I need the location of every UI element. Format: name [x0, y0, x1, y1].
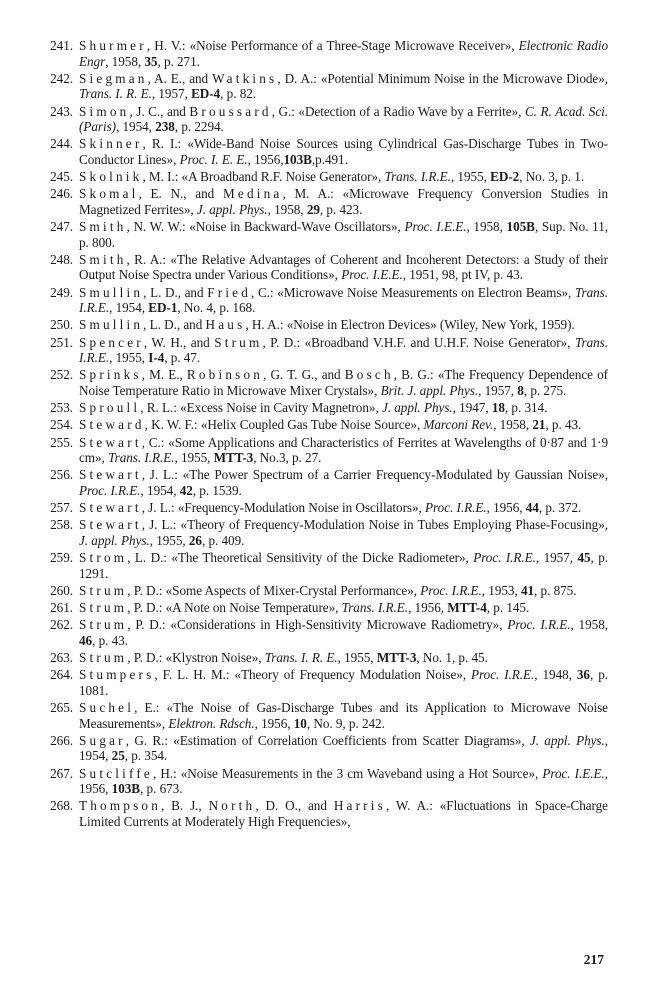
reference-number: 264.	[50, 667, 73, 683]
reference-number: 267.	[50, 765, 73, 781]
reference-text: Smith, N. W. W.: «Noise in Backward-Wave Oscillators», Proc. I.E.E., 1958, 105B, Sup. No. 11, p. 800.	[79, 219, 608, 250]
reference-entry	[40, 617, 608, 648]
reference-text: Thompson, B. J., North, D. O., and Harris, W. A.: «Fluctuations in Space-Charge Limited Currents at Moderately High Frequencies»,	[79, 798, 608, 829]
reference-text: Sugar, G. R.: «Estimation of Correlation Coefficients from Scatter Diagrams», J. appl. Phys., 1954, 25, p. 354.	[79, 732, 608, 764]
reference-text: Smullin, L. D., and Fried, C.: «Microwave Noise Measurements on Electron Beams», Trans. I.R.E., 1954, ED-1, No. 4, p. 168.	[79, 284, 608, 316]
reference-number: 262.	[50, 617, 73, 633]
reference-entry	[40, 667, 608, 698]
reference-text: Siegman, A. E., and Watkins, D. A.: «Potential Minimum Noise in the Microwave Diode», Trans. I. R. E., 1957, ED-4, p. 82.	[79, 70, 609, 102]
reference-number: 268.	[50, 798, 73, 814]
reference-entry	[40, 335, 608, 366]
reference-entry	[40, 136, 608, 167]
reference-number: 253.	[50, 400, 73, 416]
reference-entry	[40, 219, 608, 250]
reference-number: 243.	[50, 103, 73, 119]
reference-number: 260.	[50, 582, 73, 598]
reference-text: Stewart, J. L.: «Theory of Frequency-Modulation Noise in Tubes Employing Phase-Focusing», J. appl. Phys., 1955, 26, p. 409.	[79, 517, 608, 548]
reference-entry	[40, 550, 608, 581]
reference-text: Stewart, J. L.: «Frequency-Modulation Noise in Oscillators», Proc. I.R.E., 1956, 44, p. 372.	[79, 500, 582, 516]
reference-text: Skomal, E. N., and Medina, M. A.: «Microwave Frequency Conversion Studies in Magnetized Ferrites», J. appl. Phys., 1958, 29, p. 423.	[79, 186, 608, 217]
reference-number: 256.	[50, 467, 73, 483]
reference-entry	[40, 38, 608, 69]
reference-number: 250.	[50, 317, 73, 333]
reference-entry	[40, 186, 608, 217]
page-number: 217	[583, 952, 604, 967]
reference-number: 257.	[50, 500, 73, 516]
reference-number: 258.	[50, 517, 73, 533]
reference-entry	[40, 435, 608, 466]
reference-text: Strum, P. D.: «Klystron Noise», Trans. I. R. E., 1955, MTT-3, No. 1, p. 45.	[79, 650, 488, 666]
reference-text: Steward, K. W. F.: «Helix Coupled Gas Tube Noise Source», Marconi Rev., 1958, 21, p. 43.	[79, 417, 582, 433]
reference-text: Simon, J. C., and Broussard, G.: «Detection of a Radio Wave by a Ferrite», C. R. Acad. Sci. (Paris), 1954, 238, p. 2294.	[79, 103, 608, 135]
reference-number: 248.	[50, 251, 73, 267]
reference-text: Stewart, J. L.: «The Power Spectrum of a Carrier Frequency-Modulated by Gaussian Noise», Proc. I.R.E., 1954, 42, p. 1539.	[79, 467, 608, 498]
reference-number: 244.	[50, 136, 73, 152]
reference-entry	[40, 417, 608, 433]
reference-number: 252.	[50, 367, 73, 383]
reference-number: 261.	[50, 600, 73, 616]
reference-number: 241.	[50, 38, 73, 53]
reference-text: Smullin, L. D., and Haus, H. A.: «Noise in Electron Devices» (Wiley, New York, 1959).	[79, 317, 575, 333]
reference-text: Suchel, E.: «The Noise of Gas-Discharge Tubes and its Application to Microwave Noise Measurements», Elektron. Rdsch., 1956, 10, No. 9, p. 242.	[79, 700, 608, 731]
reference-text: Sutcliffe, H.: «Noise Measurements in the 3 cm Waveband using a Hot Source», Proc. I.E.E., 1956, 103B, p. 673.	[79, 765, 608, 797]
reference-entry	[40, 317, 608, 333]
reference-text: Spencer, W. H., and Strum, P. D.: «Broadband V.H.F. and U.H.F. Noise Generator», Trans. I.R.E., 1955, I-4, p. 47.	[79, 334, 608, 366]
reference-text: Smith, R. A.: «The Relative Advantages of Coherent and Incoherent Detectors: a Study of their Output Noise Spectra under Various Conditions», Proc. I.E.E., 1951, 98, pt IV, p. 43.	[79, 251, 608, 283]
reference-number: 259.	[50, 550, 73, 566]
reference-entry	[40, 400, 608, 416]
reference-entry	[40, 104, 608, 135]
reference-entry	[40, 71, 608, 102]
reference-entry	[40, 583, 608, 599]
reference-text: Strum, P. D.: «A Note on Noise Temperature», Trans. I.R.E., 1956, MTT-4, p. 145.	[79, 600, 530, 616]
reference-text: Sprinks, M. E., Robinson, G. T. G., and Bosch, B. G.: «The Frequency Dependence of Noise Temperature Ratio in Microwave Mixer Crystals», Brit. J. appl. Phys., 1957, 8, p. 275.	[79, 367, 608, 398]
reference-entry	[40, 517, 608, 548]
reference-text: Shurmer, H. V.: «Noise Performance of a Three-Stage Microwave Receiver», Electronic Radio Engr, 1958, 35, p. 271.	[79, 38, 608, 69]
reference-number: 245.	[50, 169, 73, 185]
reference-entry	[40, 733, 608, 764]
reference-number: 247.	[50, 219, 73, 235]
reference-number: 254.	[50, 417, 73, 433]
reference-text: Skinner, R. I.: «Wide-Band Noise Sources using Cylindrical Gas-Discharge Tubes in Two-Conductor Lines», Proc. I. E. E., 1956,103B,p.491.	[79, 136, 608, 167]
reference-number: 251.	[50, 334, 73, 350]
reference-entry	[40, 700, 608, 731]
reference-number: 242.	[50, 70, 73, 86]
reference-entry	[40, 798, 608, 829]
reference-entry	[40, 367, 608, 398]
reference-text: Skolnik, M. I.: «A Broadband R.F. Noise Generator», Trans. I.R.E., 1955, ED-2, No. 3, p. 1.	[79, 169, 585, 185]
reference-text: Stewart, C.: «Some Applications and Characteristics of Ferrites at Wavelengths of 0·87 and 1·9 cm», Trans. I.R.E., 1955, MTT-3, No.3, p. 27.	[79, 434, 608, 466]
reference-text: Strom, L. D.: «The Theoretical Sensitivity of the Dicke Radiometer», Proc. I.R.E., 1957, 45, p. 1291.	[79, 550, 608, 581]
reference-entry	[40, 252, 608, 283]
reference-text: Stumpers, F. L. H. M.: «Theory of Frequency Modulation Noise», Proc. I.R.E., 1948, 36, p. 1081.	[79, 667, 608, 698]
reference-number: 249.	[50, 284, 73, 300]
reference-text: Strum, P. D.: «Considerations in High-Sensitivity Microwave Radiometry», Proc. I.R.E., 1958, 46, p. 43.	[79, 617, 608, 648]
reference-entry	[40, 650, 608, 666]
reference-entry	[40, 600, 608, 616]
reference-entry	[40, 467, 608, 498]
reference-entry	[40, 169, 608, 185]
reference-number: 246.	[50, 186, 73, 202]
reference-text: Sproull, R. L.: «Excess Noise in Cavity Magnetron», J. appl. Phys., 1947, 18, p. 314.	[79, 400, 548, 416]
reference-list	[40, 38, 608, 830]
reference-entry	[40, 500, 608, 516]
reference-text: Strum, P. D.: «Some Aspects of Mixer-Crystal Performance», Proc. I.R.E., 1953, 41, p. 875.	[79, 582, 577, 598]
reference-entry	[40, 766, 608, 797]
reference-number: 266.	[50, 732, 73, 748]
reference-number: 265.	[50, 700, 73, 715]
reference-number: 255.	[50, 434, 73, 450]
reference-number: 263.	[50, 650, 73, 666]
reference-entry	[40, 285, 608, 316]
